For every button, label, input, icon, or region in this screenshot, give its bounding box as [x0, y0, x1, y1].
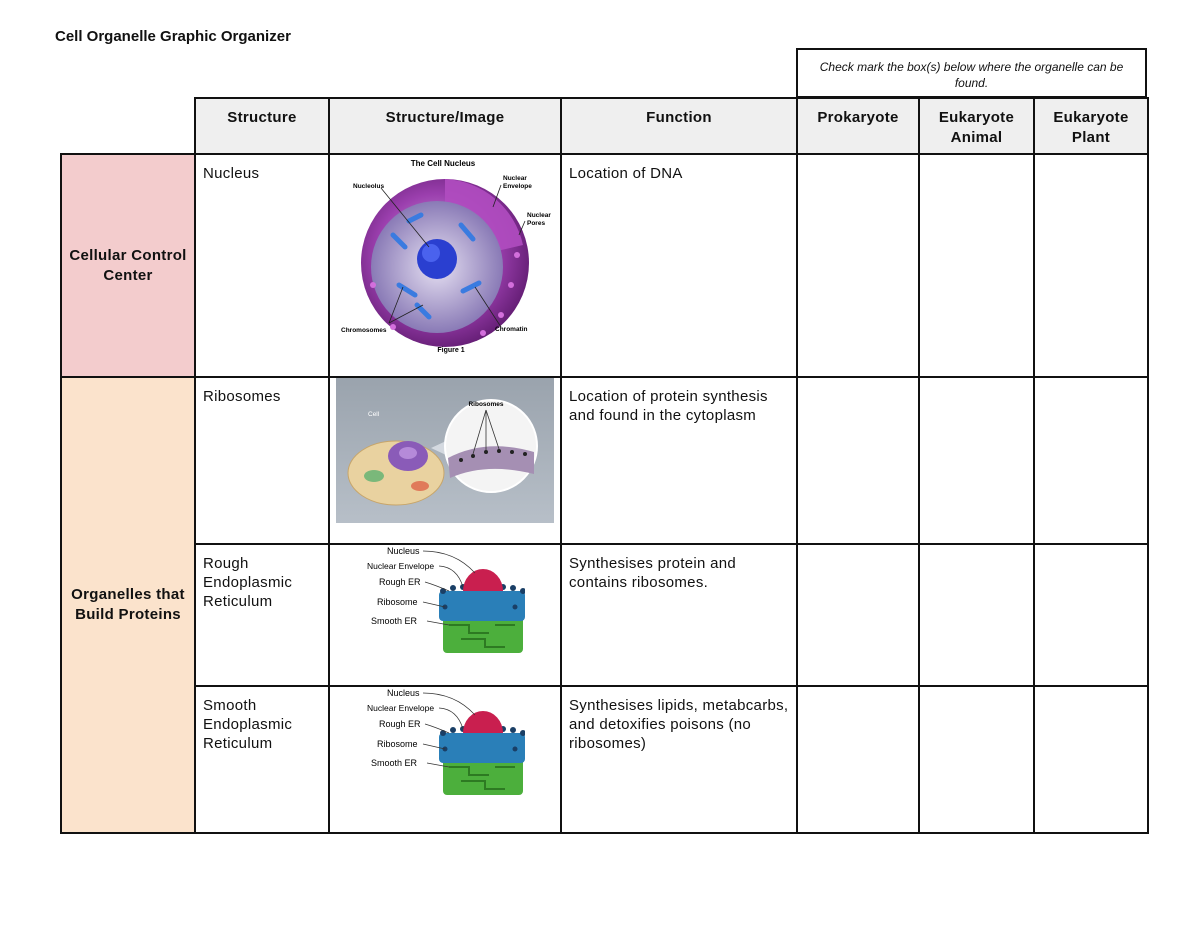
structure-ribosomes: Ribosomes — [195, 377, 329, 544]
check-instruction: Check mark the box(s) below where the organelle can be found. — [796, 48, 1147, 98]
label-ribosome: Ribosome — [377, 597, 418, 607]
table-row — [61, 544, 1148, 686]
label-chromosomes: Chromosomes — [340, 327, 387, 334]
function-nucleus: Location of DNA — [561, 154, 797, 377]
category-build-proteins: Organelles that Build Proteins — [61, 377, 195, 833]
nucleus-image — [329, 154, 561, 377]
label-nuclear-envelope-1: Nuclear — [502, 175, 527, 182]
page-title: Cell Organelle Graphic Organizer — [55, 28, 291, 45]
label-nucleolus: Nucleolus — [352, 183, 384, 190]
label-nuclear-pores-1: Nuclear — [526, 212, 551, 219]
header-prokaryote: Prokaryote — [797, 98, 919, 154]
table-row — [61, 377, 1148, 544]
label-ribosome-2: Ribosome — [377, 739, 418, 749]
structure-smooth-er: Smooth Endoplasmic Reticulum — [195, 686, 329, 833]
nucleus-illustration — [333, 155, 558, 365]
table-row — [61, 686, 1148, 833]
check-prokaryote-rough-er[interactable] — [797, 544, 919, 686]
check-eukaryote-animal-rough-er[interactable] — [919, 544, 1034, 686]
rough-er-image — [329, 544, 561, 686]
label-rough-er-2: Rough ER — [379, 719, 421, 729]
check-eukaryote-animal-nucleus[interactable] — [919, 154, 1034, 377]
check-prokaryote-smooth-er[interactable] — [797, 686, 919, 833]
rough-er-shape — [439, 591, 525, 621]
header-row — [61, 98, 1148, 154]
structure-rough-er: Rough Endoplasmic Reticulum — [195, 544, 329, 686]
header-eukaryote-plant: Eukaryote Plant — [1034, 98, 1148, 154]
header-structure: Structure — [195, 98, 329, 154]
ribosome-illustration — [336, 378, 554, 523]
check-prokaryote-nucleus[interactable] — [797, 154, 919, 377]
zoom-circle — [445, 400, 537, 492]
header-structure-image: Structure/Image — [329, 98, 561, 154]
structure-nucleus: Nucleus — [195, 154, 329, 377]
header-eukaryote-animal: Eukaryote Animal — [919, 98, 1034, 154]
header-function: Function — [561, 98, 797, 154]
header-blank — [61, 98, 195, 154]
check-eukaryote-animal-ribosomes[interactable] — [919, 377, 1034, 544]
label-nuclear-pores-2: Pores — [526, 220, 545, 227]
check-eukaryote-plant-rough-er[interactable] — [1034, 544, 1148, 686]
label-cell: Cell — [368, 411, 380, 418]
label-nuclear-envelope-2: Nuclear Envelope — [367, 703, 435, 713]
label-smooth-er: Smooth ER — [371, 616, 418, 626]
table-row — [61, 154, 1148, 377]
label-rough-er: Rough ER — [379, 577, 421, 587]
label-chromatin: Chromatin — [494, 326, 527, 333]
label-smooth-er-2: Smooth ER — [371, 758, 418, 768]
nucleus-image-title: The Cell Nucleus — [410, 159, 475, 168]
check-eukaryote-plant-smooth-er[interactable] — [1034, 686, 1148, 833]
check-prokaryote-ribosomes[interactable] — [797, 377, 919, 544]
organizer-table — [60, 97, 1149, 834]
nucleus-figure-caption: Figure 1 — [436, 347, 465, 354]
smooth-er-illustration — [365, 687, 525, 797]
label-nuclear-envelope-2: Envelope — [502, 183, 532, 190]
rough-er-illustration — [365, 545, 525, 655]
function-ribosomes: Location of protein synthesis and found in the cytoplasm — [561, 377, 797, 544]
ribosome-image — [329, 377, 561, 544]
function-rough-er: Synthesises protein and contains ribosomes. — [561, 544, 797, 686]
check-eukaryote-plant-nucleus[interactable] — [1034, 154, 1148, 377]
smooth-er-image — [329, 686, 561, 833]
label-nuclear-envelope: Nuclear Envelope — [367, 561, 435, 571]
check-eukaryote-animal-smooth-er[interactable] — [919, 686, 1034, 833]
label-nucleus-2: Nucleus — [387, 688, 420, 698]
label-nucleus: Nucleus — [387, 546, 420, 556]
check-eukaryote-plant-ribosomes[interactable] — [1034, 377, 1148, 544]
label-ribosomes: Ribosomes — [468, 401, 504, 408]
category-control-center: Cellular Control Center — [61, 154, 195, 377]
function-smooth-er: Synthesises lipids, metabcarbs, and detoxifies poisons (no ribosomes) — [561, 686, 797, 833]
er-nucleus-shape — [463, 569, 503, 591]
